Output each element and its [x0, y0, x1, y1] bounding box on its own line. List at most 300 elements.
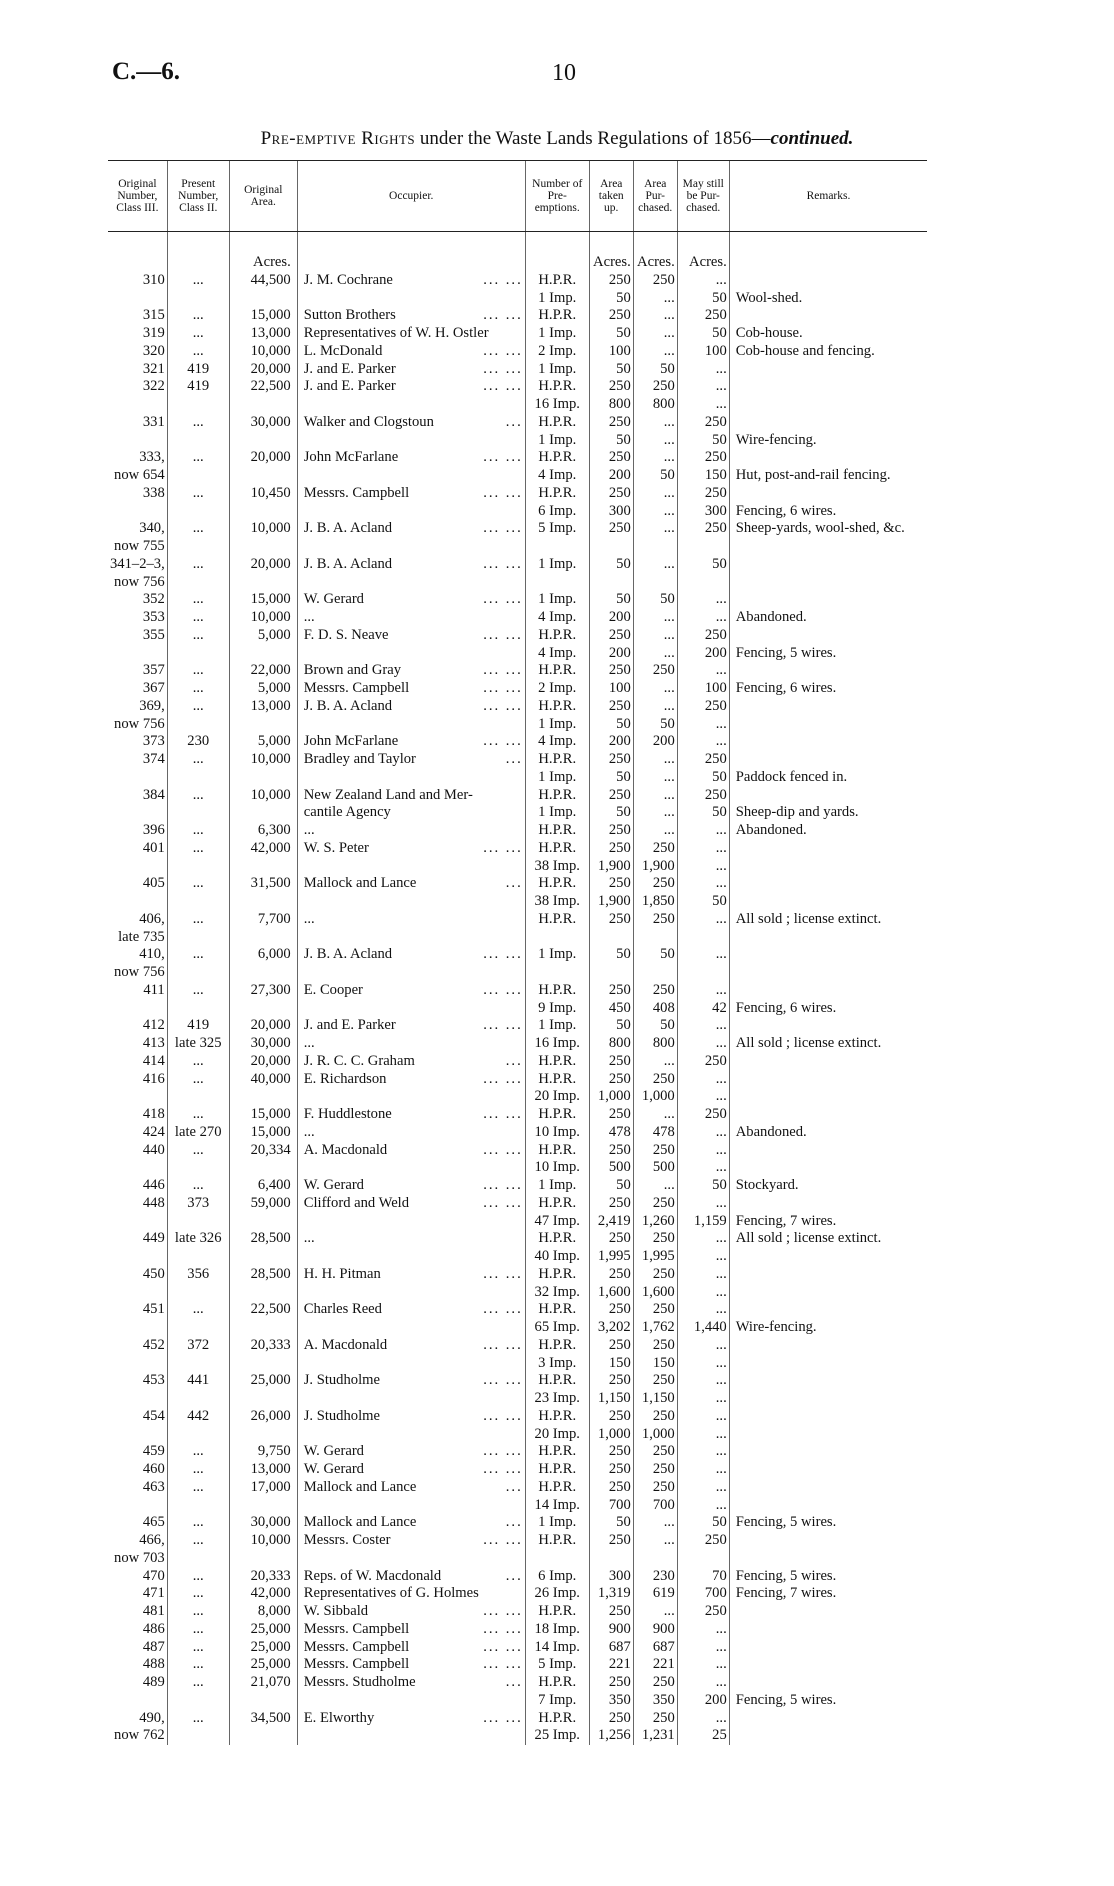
- area-taken-cell: 250: [589, 1106, 633, 1124]
- area-purchased-cell: 900: [633, 1621, 677, 1639]
- present-number-cell: ...: [167, 307, 229, 325]
- preemptions-cell: 1 Imp.: [525, 1017, 589, 1035]
- area-purchased-cell: 1,995: [633, 1248, 677, 1266]
- occupier-name: A. Macdonald: [303, 1336, 388, 1353]
- table-row: [108, 858, 927, 876]
- area-taken-cell: 200: [589, 467, 633, 485]
- present-number-cell: ...: [167, 1479, 229, 1497]
- present-number-cell: 441: [167, 1372, 229, 1390]
- preemptions-cell: 1 Imp.: [525, 556, 589, 574]
- original-area-cell: [229, 1248, 297, 1266]
- occupier-name: Bradley and Taylor: [303, 751, 416, 767]
- table-row: [108, 1071, 927, 1089]
- leader-dots: ... ...: [483, 1017, 523, 1034]
- original-number-cell: 338: [142, 484, 165, 501]
- table-row: [108, 1337, 927, 1355]
- still-purchased-cell: 50: [677, 290, 729, 308]
- preemptions-cell: H.P.R.: [525, 822, 589, 840]
- area-purchased-cell: ...: [633, 325, 677, 343]
- preemptions-cell: 26 Imp.: [525, 1585, 589, 1603]
- remarks-cell: [729, 1017, 927, 1035]
- original-number-cell: 355: [142, 626, 165, 643]
- original-number-cell: [108, 1000, 167, 1018]
- area-purchased-cell: 250: [633, 1071, 677, 1089]
- remarks-cell: [729, 378, 927, 396]
- occupier-cell: [297, 325, 525, 343]
- area-taken-cell: 250: [589, 662, 633, 680]
- table-row: [108, 1159, 927, 1177]
- occupier-name: A. Macdonald: [303, 1141, 388, 1158]
- table-row: [108, 1497, 927, 1515]
- preemptions-cell: H.P.R.: [525, 378, 589, 396]
- occupier-cell: [297, 946, 525, 964]
- still-purchased-cell: [677, 1550, 729, 1568]
- occupier-name: J. Studholme: [303, 1372, 380, 1389]
- still-purchased-cell: 50: [677, 804, 729, 822]
- remarks-cell: Wire-fencing.: [729, 432, 927, 450]
- area-purchased-cell: ...: [633, 520, 677, 538]
- original-area-cell: 6,300: [229, 822, 297, 840]
- table-row: [108, 840, 927, 858]
- table-row: [108, 733, 927, 751]
- present-number-cell: ...: [167, 1053, 229, 1071]
- present-number-cell: [167, 1727, 229, 1745]
- present-number-cell: [167, 964, 229, 982]
- original-area-cell: 5,000: [229, 627, 297, 645]
- remarks-cell: [729, 414, 927, 432]
- remarks-cell: [729, 538, 927, 556]
- area-taken-cell: 450: [589, 1000, 633, 1018]
- original-area-cell: [229, 538, 297, 556]
- present-number-cell: [167, 1497, 229, 1515]
- remarks-cell: [729, 1071, 927, 1089]
- occupier-name: ...: [303, 1230, 315, 1247]
- remarks-cell: Abandoned.: [729, 1124, 927, 1142]
- area-taken-cell: 250: [589, 1337, 633, 1355]
- original-number-cell: 352: [142, 591, 165, 608]
- still-purchased-cell: 100: [677, 343, 729, 361]
- remarks-cell: [729, 1710, 927, 1728]
- table-row: [108, 1053, 927, 1071]
- still-purchased-cell: 1,440: [677, 1319, 729, 1337]
- remarks-cell: Wire-fencing.: [729, 1319, 927, 1337]
- leader-dots: ... ...: [483, 1177, 523, 1193]
- preemptions-cell: 2 Imp.: [525, 680, 589, 698]
- area-purchased-cell: 50: [633, 467, 677, 485]
- remarks-cell: Cob-house and fencing.: [729, 343, 927, 361]
- original-number-cell: [108, 645, 167, 663]
- remarks-cell: [729, 1248, 927, 1266]
- area-purchased-cell: 250: [633, 1674, 677, 1692]
- page-title: [0, 128, 1114, 150]
- present-number-cell: [167, 574, 229, 592]
- leader-dots: ... ...: [483, 697, 523, 714]
- table-row: [108, 272, 927, 290]
- original-area-cell: 40,000: [229, 1071, 297, 1089]
- original-number-cell: 401: [142, 839, 165, 856]
- remarks-cell: Cob-house.: [729, 325, 927, 343]
- remarks-cell: [729, 662, 927, 680]
- leader-dots: ... ...: [483, 555, 523, 572]
- table-row: [108, 645, 927, 663]
- area-taken-cell: 50: [589, 290, 633, 308]
- preemptions-cell: H.P.R.: [525, 1142, 589, 1160]
- still-purchased-cell: ...: [677, 840, 729, 858]
- preemptions-cell: 1 Imp.: [525, 804, 589, 822]
- still-purchased-cell: ...: [677, 1656, 729, 1674]
- area-taken-cell: 250: [589, 307, 633, 325]
- leader-dots: ... ...: [483, 680, 523, 696]
- area-purchased-cell: 1,600: [633, 1284, 677, 1302]
- preemptions-cell: H.P.R.: [525, 751, 589, 769]
- original-number-cell: [108, 1213, 167, 1231]
- still-purchased-cell: ...: [677, 716, 729, 734]
- area-purchased-cell: ...: [633, 414, 677, 432]
- original-number-cell: 449: [142, 1230, 165, 1247]
- original-area-cell: 15,000: [229, 1124, 297, 1142]
- present-number-cell: [167, 503, 229, 521]
- occupier-cell: [297, 662, 525, 680]
- area-purchased-cell: 50: [633, 1017, 677, 1035]
- table-row: [108, 1355, 927, 1373]
- document-code: C.—6.: [112, 58, 181, 85]
- preemptions-cell: [525, 1550, 589, 1568]
- area-taken-cell: 250: [589, 1053, 633, 1071]
- title-main: under the Waste Lands Regulations of 1856—: [415, 128, 771, 149]
- table-row: [108, 1142, 927, 1160]
- still-purchased-cell: 250: [677, 627, 729, 645]
- remarks-cell: Fencing, 5 wires.: [729, 1514, 927, 1532]
- original-area-cell: 10,000: [229, 609, 297, 627]
- occupier-cell: [297, 1621, 525, 1639]
- col-occupier: Occupier.: [297, 161, 525, 232]
- original-number-cell: 450: [142, 1265, 165, 1282]
- still-purchased-cell: 100: [677, 680, 729, 698]
- area-purchased-cell: ...: [633, 609, 677, 627]
- area-purchased-cell: ...: [633, 343, 677, 361]
- original-number-cell: 333,: [139, 449, 165, 466]
- occupier-cell: [297, 1568, 525, 1586]
- remarks-cell: [729, 1390, 927, 1408]
- original-number-cell: 357: [142, 662, 165, 679]
- present-number-cell: ...: [167, 449, 229, 467]
- leader-dots: ... ...: [483, 360, 523, 377]
- present-number-cell: 230: [167, 733, 229, 751]
- occupier-cell: [297, 627, 525, 645]
- original-number-cell: 367: [142, 680, 165, 696]
- original-number-cell: 319: [142, 325, 165, 341]
- occupier-name: Messrs. Studholme: [303, 1674, 416, 1690]
- occupier-name: Representatives of G. Holmes: [303, 1585, 479, 1602]
- still-purchased-cell: 150: [677, 467, 729, 485]
- original-area-cell: 13,000: [229, 1461, 297, 1479]
- occupier-cell: [297, 1177, 525, 1195]
- still-purchased-cell: ...: [677, 272, 729, 290]
- occupier-cell: [297, 396, 525, 414]
- still-purchased-cell: 200: [677, 1692, 729, 1710]
- still-purchased-cell: ...: [677, 1497, 729, 1515]
- table-row: [108, 982, 927, 1000]
- area-taken-cell: 1,900: [589, 858, 633, 876]
- area-taken-cell: 250: [589, 751, 633, 769]
- still-purchased-cell: 250: [677, 1053, 729, 1071]
- remarks-cell: [729, 733, 927, 751]
- occupier-name: ...: [303, 1123, 315, 1140]
- occupier-name: W. Gerard: [303, 591, 364, 608]
- present-number-cell: [167, 290, 229, 308]
- table-row: [108, 893, 927, 911]
- area-taken-cell: 250: [589, 1142, 633, 1160]
- remarks-cell: [729, 396, 927, 414]
- table-row: [108, 1692, 927, 1710]
- area-taken-cell: 250: [589, 1266, 633, 1284]
- area-taken-cell: 1,900: [589, 893, 633, 911]
- area-purchased-cell: 250: [633, 1710, 677, 1728]
- original-area-cell: 10,000: [229, 1532, 297, 1550]
- occupier-cell: [297, 1443, 525, 1461]
- area-purchased-cell: ...: [633, 751, 677, 769]
- area-purchased-cell: 250: [633, 1372, 677, 1390]
- area-purchased-cell: 250: [633, 1461, 677, 1479]
- original-area-cell: 10,000: [229, 787, 297, 805]
- original-number-cell: 470: [142, 1567, 165, 1584]
- area-taken-cell: 500: [589, 1159, 633, 1177]
- area-taken-cell: 250: [589, 520, 633, 538]
- occupier-name: Messrs. Campbell: [303, 1638, 410, 1655]
- still-purchased-cell: ...: [677, 1266, 729, 1284]
- remarks-cell: [729, 1195, 927, 1213]
- original-area-cell: 5,000: [229, 680, 297, 698]
- area-purchased-cell: 500: [633, 1159, 677, 1177]
- remarks-cell: [729, 751, 927, 769]
- area-taken-cell: 200: [589, 645, 633, 663]
- table-row: [108, 964, 927, 982]
- preemptions-cell: 16 Imp.: [525, 1035, 589, 1053]
- preemptions-cell: H.P.R.: [525, 840, 589, 858]
- present-number-cell: late 326: [167, 1230, 229, 1248]
- occupier-name: E. Cooper: [303, 981, 363, 998]
- occupier-cell: [297, 1248, 525, 1266]
- present-number-cell: ...: [167, 1142, 229, 1160]
- occupier-name: J. R. C. C. Graham: [303, 1052, 415, 1069]
- leader-dots: ... ...: [483, 1620, 523, 1637]
- area-purchased-cell: 250: [633, 662, 677, 680]
- occupier-name: Charles Reed: [303, 1301, 382, 1318]
- area-purchased-cell: 250: [633, 1195, 677, 1213]
- leader-dots: ... ...: [483, 626, 523, 643]
- remarks-cell: [729, 893, 927, 911]
- original-area-cell: 20,000: [229, 1053, 297, 1071]
- original-area-cell: 22,500: [229, 1301, 297, 1319]
- still-purchased-cell: ...: [677, 1443, 729, 1461]
- occupier-cell: [297, 1337, 525, 1355]
- area-taken-cell: 221: [589, 1656, 633, 1674]
- present-number-cell: [167, 1319, 229, 1337]
- occupier-name: Messrs. Campbell: [303, 1620, 410, 1637]
- area-purchased-cell: 1,231: [633, 1727, 677, 1745]
- still-purchased-cell: ...: [677, 1071, 729, 1089]
- still-purchased-cell: 42: [677, 1000, 729, 1018]
- original-number-cell: 418: [142, 1106, 165, 1122]
- still-purchased-cell: ...: [677, 1284, 729, 1302]
- table-row: [108, 1461, 927, 1479]
- leader-dots: ... ...: [483, 733, 523, 750]
- original-area-cell: 28,500: [229, 1230, 297, 1248]
- area-purchased-cell: ...: [633, 822, 677, 840]
- original-number-cell: 374: [142, 751, 165, 767]
- area-taken-cell: 50: [589, 946, 633, 964]
- original-number-cell: 488: [142, 1656, 165, 1673]
- original-area-cell: 21,070: [229, 1674, 297, 1692]
- present-number-cell: ...: [167, 1585, 229, 1603]
- present-number-cell: 419: [167, 1017, 229, 1035]
- area-purchased-cell: 1,900: [633, 858, 677, 876]
- area-purchased-cell: ...: [633, 787, 677, 805]
- area-taken-cell: 150: [589, 1355, 633, 1373]
- still-purchased-cell: 50: [677, 893, 729, 911]
- area-purchased-cell: 250: [633, 982, 677, 1000]
- area-taken-cell: 250: [589, 1230, 633, 1248]
- original-area-cell: [229, 1550, 297, 1568]
- preemptions-cell: H.P.R.: [525, 1408, 589, 1426]
- leader-dots: ... ...: [483, 1265, 523, 1282]
- remarks-cell: [729, 1408, 927, 1426]
- present-number-cell: late 325: [167, 1035, 229, 1053]
- present-number-cell: 419: [167, 378, 229, 396]
- area-purchased-cell: 250: [633, 875, 677, 893]
- remarks-cell: [729, 840, 927, 858]
- area-purchased-cell: [633, 964, 677, 982]
- present-number-cell: [167, 1550, 229, 1568]
- present-number-cell: 372: [167, 1337, 229, 1355]
- still-purchased-cell: 250: [677, 414, 729, 432]
- occupier-name: John McFarlane: [303, 733, 399, 750]
- occupier-cell: [297, 1266, 525, 1284]
- area-taken-cell: [589, 964, 633, 982]
- original-number-cell: 454: [142, 1407, 165, 1424]
- area-purchased-cell: 1,260: [633, 1213, 677, 1231]
- preemptions-cell: [525, 538, 589, 556]
- area-taken-cell: 250: [589, 1408, 633, 1426]
- remarks-cell: [729, 1088, 927, 1106]
- still-purchased-cell: ...: [677, 1639, 729, 1657]
- occupier-name: F. D. S. Neave: [303, 626, 389, 643]
- units-original-area: Acres.: [229, 254, 297, 272]
- occupier-cell: [297, 751, 525, 769]
- original-area-cell: 20,000: [229, 449, 297, 467]
- occupier-cell: [297, 361, 525, 379]
- units-area-purchased: Acres.: [633, 254, 677, 272]
- still-purchased-cell: ...: [677, 875, 729, 893]
- table-row: [108, 1443, 927, 1461]
- original-area-cell: 20,333: [229, 1568, 297, 1586]
- area-purchased-cell: ...: [633, 503, 677, 521]
- occupier-name: Messrs. Campbell: [303, 484, 410, 501]
- preemptions-cell: H.P.R.: [525, 875, 589, 893]
- preemptions-cell: H.P.R.: [525, 1461, 589, 1479]
- table-row: [108, 1674, 927, 1692]
- preemptions-cell: 5 Imp.: [525, 1656, 589, 1674]
- table-row: [108, 1710, 927, 1728]
- original-number-cell: [108, 1355, 167, 1373]
- area-purchased-cell: 1,762: [633, 1319, 677, 1337]
- occupier-cell: [297, 1195, 525, 1213]
- table-row: [108, 467, 927, 485]
- remarks-cell: Hut, post-and-rail fencing.: [729, 467, 927, 485]
- table-row: [108, 1284, 927, 1302]
- occupier-name: J. B. A. Acland: [303, 697, 393, 714]
- preemptions-cell: 14 Imp.: [525, 1497, 589, 1515]
- original-area-cell: 5,000: [229, 733, 297, 751]
- area-purchased-cell: ...: [633, 1177, 677, 1195]
- present-number-cell: ...: [167, 1177, 229, 1195]
- area-taken-cell: 50: [589, 556, 633, 574]
- area-purchased-cell: 230: [633, 1568, 677, 1586]
- leader-dots: ... ...: [483, 591, 523, 608]
- still-purchased-cell: 50: [677, 1177, 729, 1195]
- original-area-cell: 17,000: [229, 1479, 297, 1497]
- still-purchased-cell: 250: [677, 1106, 729, 1124]
- table-row: [108, 1426, 927, 1444]
- table-row: [108, 520, 927, 538]
- area-taken-cell: [589, 538, 633, 556]
- table-row: [108, 1213, 927, 1231]
- present-number-cell: [167, 467, 229, 485]
- still-purchased-cell: ...: [677, 1017, 729, 1035]
- occupier-name: W. Sibbald: [303, 1603, 369, 1619]
- remarks-cell: [729, 449, 927, 467]
- occupier-name: J. B. A. Acland: [303, 555, 393, 572]
- remarks-cell: Sheep-dip and yards.: [729, 804, 927, 822]
- original-area-cell: [229, 503, 297, 521]
- original-number-cell: 487: [142, 1638, 165, 1655]
- area-purchased-cell: ...: [633, 449, 677, 467]
- area-taken-cell: 200: [589, 609, 633, 627]
- area-taken-cell: 250: [589, 1603, 633, 1621]
- original-number-cell: [108, 1497, 167, 1515]
- present-number-cell: ...: [167, 627, 229, 645]
- still-purchased-cell: ...: [677, 1337, 729, 1355]
- preemptions-cell: [525, 929, 589, 947]
- occupier-cell: [297, 1426, 525, 1444]
- preemptions-cell: 4 Imp.: [525, 645, 589, 663]
- original-area-cell: 27,300: [229, 982, 297, 1000]
- leader-dots: ...: [505, 751, 523, 767]
- table-row: [108, 1195, 927, 1213]
- original-area-cell: [229, 645, 297, 663]
- original-area-cell: 15,000: [229, 1106, 297, 1124]
- col-remarks: Remarks.: [729, 161, 927, 232]
- area-taken-cell: 1,150: [589, 1390, 633, 1408]
- table-row: [108, 1230, 927, 1248]
- remarks-cell: [729, 272, 927, 290]
- still-purchased-cell: [677, 574, 729, 592]
- remarks-cell: [729, 1159, 927, 1177]
- area-purchased-cell: ...: [633, 769, 677, 787]
- area-taken-cell: 1,600: [589, 1284, 633, 1302]
- still-purchased-cell: ...: [677, 1426, 729, 1444]
- table-row: [108, 609, 927, 627]
- present-number-cell: late 270: [167, 1124, 229, 1142]
- original-number-cell: 369,: [139, 697, 165, 714]
- present-number-cell: ...: [167, 662, 229, 680]
- present-number-cell: 373: [167, 1195, 229, 1213]
- original-number-cell: 446: [142, 1177, 165, 1193]
- occupier-cell: [297, 1710, 525, 1728]
- original-area-cell: [229, 964, 297, 982]
- table-row: [108, 343, 927, 361]
- original-area-cell: 10,450: [229, 485, 297, 503]
